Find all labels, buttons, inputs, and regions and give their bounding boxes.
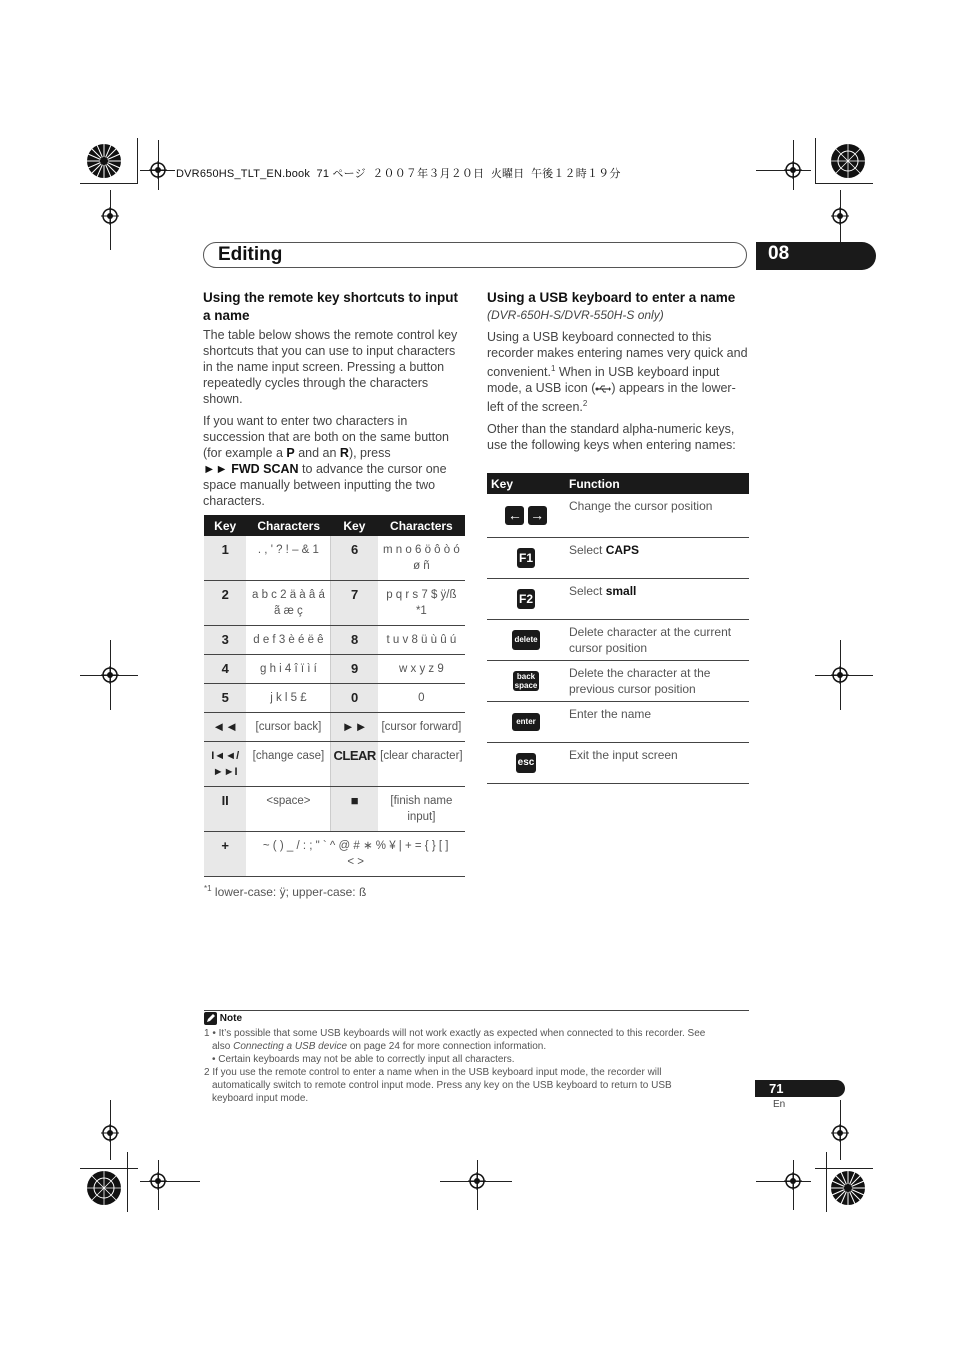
- arrow-keys-icon: ← →: [487, 494, 565, 537]
- right-second-paragraph: Other than the standard alpha-numeric keys, use the following keys when entering names:: [487, 422, 736, 453]
- registration-sunburst-icon: [830, 1170, 866, 1206]
- table-cell-key: 8: [331, 626, 378, 655]
- table-row: [204, 536, 465, 581]
- table-cell-characters: ~ ( ) _ / : ; " ` ^ @ # ∗ % ¥ | + = { } [ ] < >: [246, 832, 465, 877]
- note-item: also Connecting a USB device on page 24 for more connection information.: [212, 1041, 547, 1052]
- registration-sunburst-icon: [830, 143, 866, 179]
- table-cell-key: 2: [204, 581, 246, 626]
- registration-crosshair-icon: [784, 1172, 802, 1190]
- table-cell-characters: d e f 3 è é ë ê: [246, 626, 331, 655]
- table-cell-characters: [change case]: [246, 742, 331, 787]
- registration-crosshair-icon: [149, 1172, 167, 1190]
- usb-keyboard-table: [487, 473, 749, 784]
- table-row: [204, 655, 465, 684]
- backspace-key-icon: back space: [487, 660, 565, 701]
- table-cell-key: 7: [331, 581, 378, 626]
- chapter-number: 08: [756, 242, 876, 270]
- note-item: automatically switch to remote control input mode. Press any key on the USB keyboard to return to USB: [212, 1080, 672, 1091]
- table-cell-key: 0: [331, 684, 378, 713]
- function-description: Enter the name: [565, 701, 749, 742]
- f1-key-icon: F1: [487, 537, 565, 578]
- right-heading: Using a USB keyboard to enter a name: [487, 290, 736, 305]
- table-row: [204, 832, 465, 877]
- table-header-row: [204, 515, 465, 536]
- registration-crosshair-icon: [101, 207, 119, 225]
- table-cell-characters: <space>: [246, 787, 331, 832]
- table-cell-key: 3: [204, 626, 246, 655]
- function-description: Select CAPS: [565, 537, 749, 578]
- table-cell-key: 6: [331, 536, 378, 581]
- table-header-function: Function: [565, 473, 749, 494]
- table-row: [487, 494, 749, 537]
- note-pencil-icon: [204, 1012, 217, 1025]
- table-cell-key: 9: [331, 655, 378, 684]
- table-cell-characters: 0: [378, 684, 465, 713]
- model-note: (DVR-650H-S/DVR-550H-S only): [487, 308, 664, 322]
- registration-crosshair-icon: [831, 207, 849, 225]
- table-header-characters: Characters: [246, 515, 331, 536]
- note-item: • Certain keyboards may not be able to correctly input all characters.: [212, 1054, 515, 1065]
- table-row: [487, 701, 749, 742]
- table-cell-key: +: [204, 832, 246, 877]
- table-cell-characters: [finish name input]: [378, 787, 465, 832]
- function-description: Delete character at the current cursor position: [565, 619, 749, 660]
- book-print-header: DVR650HS_TLT_EN.book 71 ページ ２００７年３月２０日 火曜日 午後１２時１９分: [176, 168, 621, 180]
- esc-key-icon: esc: [487, 742, 565, 783]
- table-row: [204, 626, 465, 655]
- table-cell-characters: p q r s 7 $ ÿ/ß *1: [378, 581, 465, 626]
- section-header-bar: [203, 242, 747, 268]
- registration-crosshair-icon: [468, 1172, 486, 1190]
- registration-sunburst-icon: [86, 143, 122, 179]
- table-cell-key: CLEAR: [331, 742, 378, 787]
- table-row: [204, 581, 465, 626]
- fwd-scan-key-label: ►► FWD SCAN: [203, 462, 299, 476]
- cross-reference-link: Connecting a USB device: [233, 1041, 348, 1052]
- note-item: keyboard input mode.: [212, 1093, 309, 1104]
- table-cell-characters: [clear character]: [378, 742, 465, 787]
- table-cell-key: 5: [204, 684, 246, 713]
- registration-crosshair-icon: [101, 666, 119, 684]
- f2-key-icon: F2: [487, 578, 565, 619]
- table-cell-characters: t u v 8 ü ù û ú: [378, 626, 465, 655]
- table-row: [204, 787, 465, 832]
- registration-sunburst-icon: [86, 1170, 122, 1206]
- note-item: 2 If you use the remote control to enter a name when in the USB keyboard input mode, the recorder will: [204, 1067, 662, 1078]
- table-cell-key: ◄◄: [204, 713, 246, 742]
- table-cell-characters: [cursor back]: [246, 713, 331, 742]
- table-row: [487, 578, 749, 619]
- table-header-key: Key: [204, 515, 246, 536]
- registration-crosshair-icon: [101, 1124, 119, 1142]
- notes-list: [204, 1027, 752, 1105]
- usb-icon: [595, 384, 611, 393]
- left-intro-paragraph: The table below shows the remote control key shortcuts that you can use to input characters in the name input screen. Pressing a button repeatedly cycles through the characters shown.: [203, 328, 458, 406]
- table-header-row: [487, 473, 749, 494]
- page-language: En: [773, 1099, 786, 1110]
- table-cell-characters: j k l 5 £: [246, 684, 331, 713]
- table-cell-key: II: [204, 787, 246, 832]
- table-header-key: Key: [331, 515, 378, 536]
- left-heading: Using the remote key shortcuts to input a name: [203, 290, 459, 323]
- table-row: [204, 713, 465, 742]
- enter-key-icon: enter: [487, 701, 565, 742]
- note-heading: Note: [204, 1012, 242, 1025]
- table-row: [487, 742, 749, 783]
- registration-crosshair-icon: [149, 161, 167, 179]
- table-row: [487, 537, 749, 578]
- table-footnote: $^{*1}$ lower-case: ÿ; upper-case: ß: [204, 884, 367, 899]
- table-cell-key: I◄◄/ ►►I: [204, 742, 246, 787]
- right-intro-paragraph: Using a USB keyboard connected to this recorder makes entering names very quick and convenient.$^1$ When in USB keyboard input mode, a USB icon ( ) appears in the lower-left of the screen.$^2$: [487, 330, 748, 415]
- table-cell-key: 4: [204, 655, 246, 684]
- table-cell-key: ►►: [331, 713, 378, 742]
- registration-crosshair-icon: [831, 666, 849, 684]
- table-cell-characters: a b c 2 ä à â á ã æ ç: [246, 581, 331, 626]
- function-description: Change the cursor position: [565, 494, 749, 537]
- table-header-characters: Characters: [378, 515, 465, 536]
- registration-crosshair-icon: [831, 1124, 849, 1142]
- left-second-paragraph: If you want to enter two characters in succession that are both on the same button (for example a P and an R), press ►► FWD SCAN to advance the cursor one space manually between inputting the two characters.: [203, 414, 449, 508]
- table-cell-characters: m n o 6 ö ô ò ó ø ñ: [378, 536, 465, 581]
- table-cell-key: 1: [204, 536, 246, 581]
- right-column: [487, 289, 749, 453]
- table-row: [487, 619, 749, 660]
- remote-shortcut-table: [204, 515, 465, 877]
- table-cell-characters: g h i 4 î ï ì í: [246, 655, 331, 684]
- table-cell-characters: . , ' ? ! – & 1: [246, 536, 331, 581]
- table-header-key: Key: [487, 473, 565, 494]
- table-row: [487, 660, 749, 701]
- function-description: Delete the character at the previous cursor position: [565, 660, 749, 701]
- function-description: Select small: [565, 578, 749, 619]
- table-cell-characters: w x y z 9: [378, 655, 465, 684]
- registration-crosshair-icon: [784, 161, 802, 179]
- section-title: Editing: [218, 244, 283, 265]
- table-row: [204, 742, 465, 787]
- function-description: Exit the input screen: [565, 742, 749, 783]
- note-divider: [204, 1010, 749, 1011]
- delete-key-icon: delete: [487, 619, 565, 660]
- left-column: [203, 289, 465, 509]
- note-item: 1 • It’s possible that some USB keyboards will not work exactly as expected when connected to this recorder. See: [204, 1028, 706, 1039]
- table-cell-key: ■: [331, 787, 378, 832]
- page-number: 71: [755, 1080, 845, 1097]
- table-cell-characters: [cursor forward]: [378, 713, 465, 742]
- table-row: [204, 684, 465, 713]
